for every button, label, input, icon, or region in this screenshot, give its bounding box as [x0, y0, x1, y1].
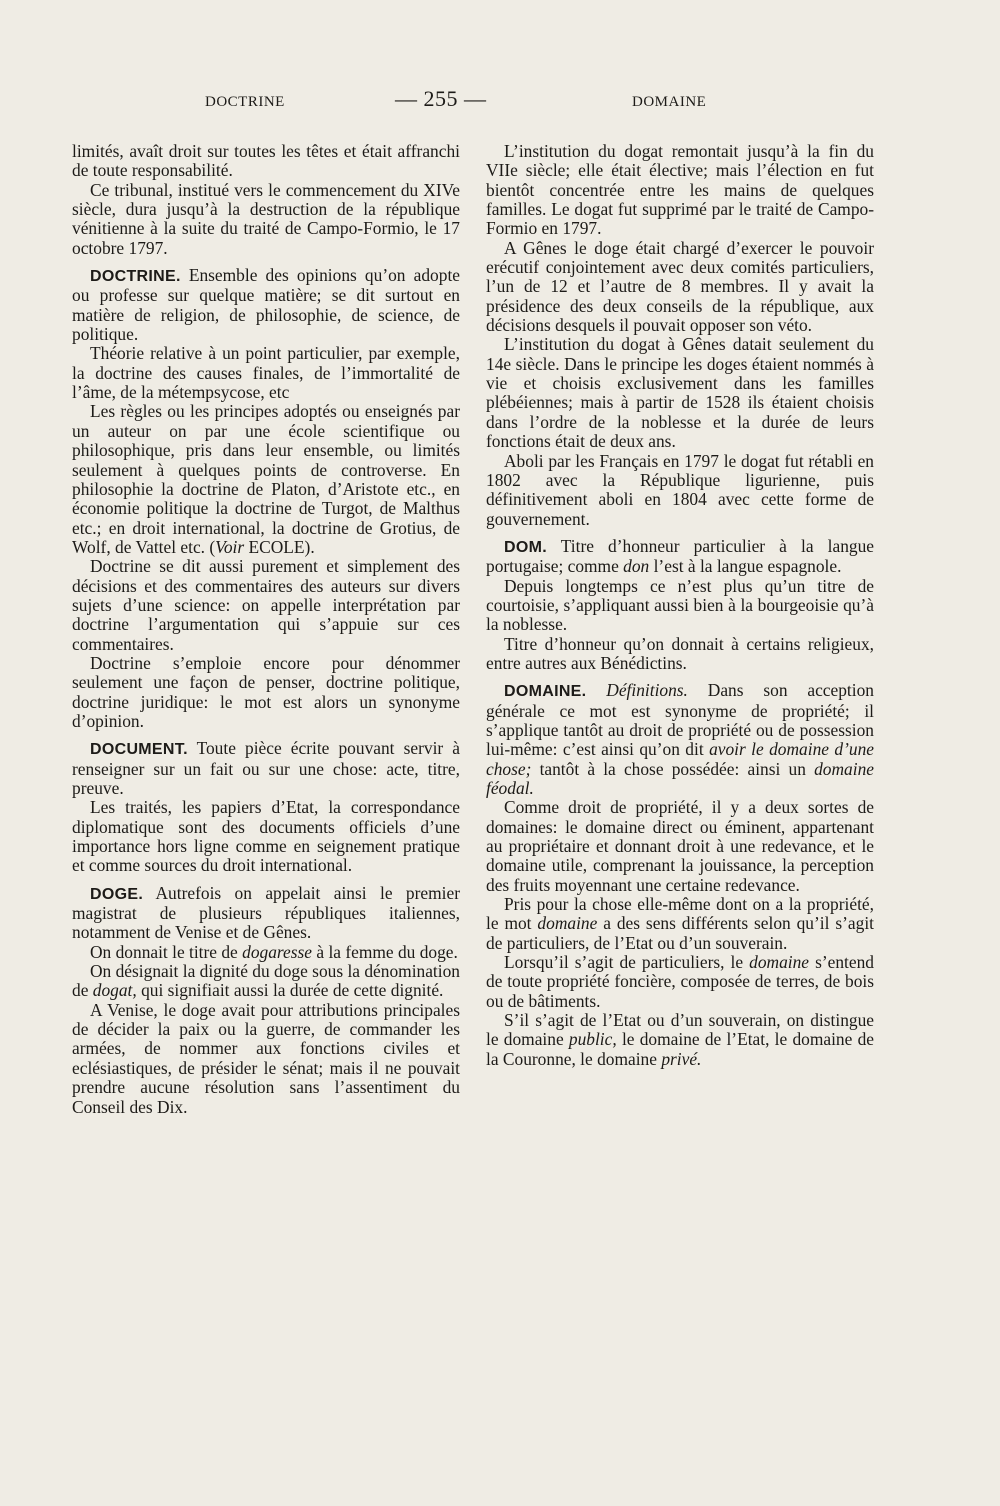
paragraph-text: Lorsqu’il s’agit de particuliers, le [504, 952, 750, 973]
entry-headword: DOM. [504, 538, 547, 556]
paragraph: L’institution du dogat remontait jusqu’à la fin du VIIe siècle; elle était élective; mais l’élection en fut bientôt concentrée entre les mains de quelques familles. Le dogat fut supprimé par le traité de Campo-Formio en 1797. [486, 141, 874, 239]
entry-text: Toute pièce écrite pouvant servir à renseigner sur un fait ou sur une chose: acte, titre, preuve. [72, 738, 460, 798]
paragraph-text: Les règles ou les principes adoptés ou enseignés par un auteur on par une école scientifique ou philosophique, pris dans leur ensemble, ou limités seulement à quelques points de controverse. En philosophie la doctrine de Platon, d’Aristote etc., en économie politique la doctrine de Turgot, de Malthus etc.; en droit international, la doctrine de Grotius, de Wolf, de Vattel etc. ( [72, 401, 460, 557]
paragraph: Comme droit de propriété, il y a deux sortes de domaines: le domaine direct ou éminent, appartenant au propriétaire et donnant droit à une redevance, et le domaine utile, comprenant la jouissance, la perception des fruits moyennant une certaine redevance. [486, 797, 874, 895]
entry-text: Autrefois on appelait ainsi le premier magistrat de plusieurs républiques italiennes, notamment de Venise et de Gênes. [72, 882, 460, 943]
paragraph-text: S’il s’agit de l’Etat ou d’un souverain, on distingue le domaine [486, 1010, 874, 1050]
entry-text: Titre d’honneur particulier à la langue portugaise; comme [486, 535, 874, 577]
entry-headword: DOCTRINE. [90, 268, 181, 286]
paragraph: A Gênes le doge était chargé d’exercer le pouvoir erécutif conjointement avec deux comités particuliers, l’un de 12 et l’autre de 8 membres. Il y avait la présidence des deux conseils de la république, aux décisions desquels il pouvait opposer son véto. [486, 237, 874, 336]
entry-text: l’est à la langue espagnole. [649, 556, 842, 577]
entry-document [72, 739, 460, 798]
running-header [0, 86, 1000, 116]
paragraph [486, 1011, 874, 1069]
italic-text: Voir [215, 536, 245, 557]
paragraph-text: à la femme du doge. [312, 941, 458, 962]
paragraph-text: Pris pour la chose elle-même dont on a la propriété, le mot [486, 894, 874, 934]
entry-doge [72, 884, 460, 943]
paragraph-text: qui signifiait aussi la durée de cette dignité. [136, 980, 444, 1001]
paragraph: L’institution du dogat à Gênes datait seulement du 14e siècle. Dans le principe les doges étaient nommés à vie et choisis exclusivement dans les familles plébéiennes; mais à partir de 1528 ils étaient choisis dans l’ordre de la noblesse et la durée de leurs fonctions était de deux ans. [486, 334, 874, 452]
italic-text: dogat, [92, 980, 137, 1001]
right-column [486, 142, 874, 1069]
italic-text: dogaresse [242, 941, 313, 962]
italic-text: Définitions. [606, 680, 688, 701]
entry-headword: DOMAINE. [504, 683, 587, 701]
page-number: — 255 — [395, 86, 487, 111]
entry-domaine [486, 681, 874, 798]
paragraph: limités, avaît droit sur toutes les têtes et était affranchi de toute responsabilité. [72, 141, 460, 181]
entry-text: Dans son acception générale ce mot est synonyme de propriété; il s’applique tantôt au droit de propriété ou de possession lui-même: c’est ainsi qu’on dit [486, 680, 874, 760]
entry-text: tantôt à la chose possédée: ainsi un [531, 758, 815, 779]
italic-text: public, [568, 1029, 617, 1050]
entry-headword: DOGE. [90, 885, 144, 903]
paragraph-text: On désignait la dignité du doge sous la dénomination de [72, 961, 460, 1001]
paragraph: Ce tribunal, institué vers le commencement du XIVe siècle, dura jusqu’à la destruction de la république vénitienne à la suite du traité de Campo-Formio, le 17 octobre 1797. [72, 179, 460, 258]
paragraph-text: le domaine de l’Etat, le domaine de la Couronne, le domaine [486, 1029, 874, 1069]
paragraph-text: ECOLE). [244, 536, 315, 557]
italic-text: domaine féodal. [486, 758, 874, 798]
italic-text: domaine [749, 952, 810, 973]
paragraph-text: On donnait le titre de [90, 941, 243, 962]
entry-doctrine [72, 266, 460, 344]
header-right-word: DOMAINE [632, 94, 707, 110]
paragraph [72, 962, 460, 1001]
paragraph: Doctrine se dit aussi purement et simplement des décisions et des commentaires des auteurs sur divers sujets d’une science: on appelle interprétation par doctrine l’argumentation qui s’appuie sur ces commentaires. [72, 556, 460, 654]
entry-headword: DOCUMENT. [90, 741, 188, 759]
paragraph: Théorie relative à un point particulier, par exemple, la doctrine des causes finales, de l’immortalité de l’âme, de la métempsycose, etc [72, 343, 460, 403]
italic-text: don [623, 556, 650, 577]
paragraph [486, 953, 874, 1011]
italic-text: privé. [661, 1048, 702, 1069]
paragraph [72, 402, 460, 557]
paragraph: A Venise, le doge avait pour attributions principales de décider la paix ou la guerre, de commander les armées, de nommer aux fonctions civiles et eclésiastiques, de présider le sénat; mais il ne pouvait prendre aucune résolution sans l’assentiment du Conseil des Dix. [72, 999, 460, 1117]
italic-text: domaine [537, 913, 598, 934]
entry-text: Ensemble des opinions qu’on adopte ou professe sur quelque matière; se dit surtout en matière de religion, de philosophie, de science, de politique. [72, 265, 460, 345]
paragraph: Titre d’honneur qu’on donnait à certains religieux, entre autres aux Bénédictins. [486, 633, 874, 673]
header-left-word: DOCTRINE [205, 94, 285, 110]
paragraph [486, 895, 874, 953]
paragraph-text: a des sens différents selon qu’il s’agit de particuliers, de l’Etat ou d’un souverain. [486, 913, 874, 953]
paragraph: Aboli par les Français en 1797 le dogat fut rétabli en 1802 avec la République ligurienne, puis définitivement aboli en 1804 avec cette forme de gouvernement. [486, 450, 874, 529]
left-column [72, 142, 460, 1117]
paragraph: Doctrine s’emploie encore pour dénommer seulement une façon de penser, doctrine politique, doctrine juridique: le mot est alors un synonyme d’opinion. [72, 652, 460, 731]
paragraph: Les traités, les papiers d’Etat, la correspondance diplomatique sont des documents officiels d’une importance hors ligne comme en seignement pratique et comme sources du droit international. [72, 797, 460, 876]
paragraph [72, 943, 460, 962]
entry-dom [486, 537, 874, 577]
paragraph-text: s’entend de toute propriété foncière, composée de terres, de bois ou de bâtiments. [486, 952, 874, 1011]
paragraph: Depuis longtemps ce n’est plus qu’un titre de courtoisie, s’appliquant aussi bien à la bourgeoisie qu’à la noblesse. [486, 575, 874, 635]
italic-text: avoir le domaine d’une chose; [486, 739, 874, 779]
